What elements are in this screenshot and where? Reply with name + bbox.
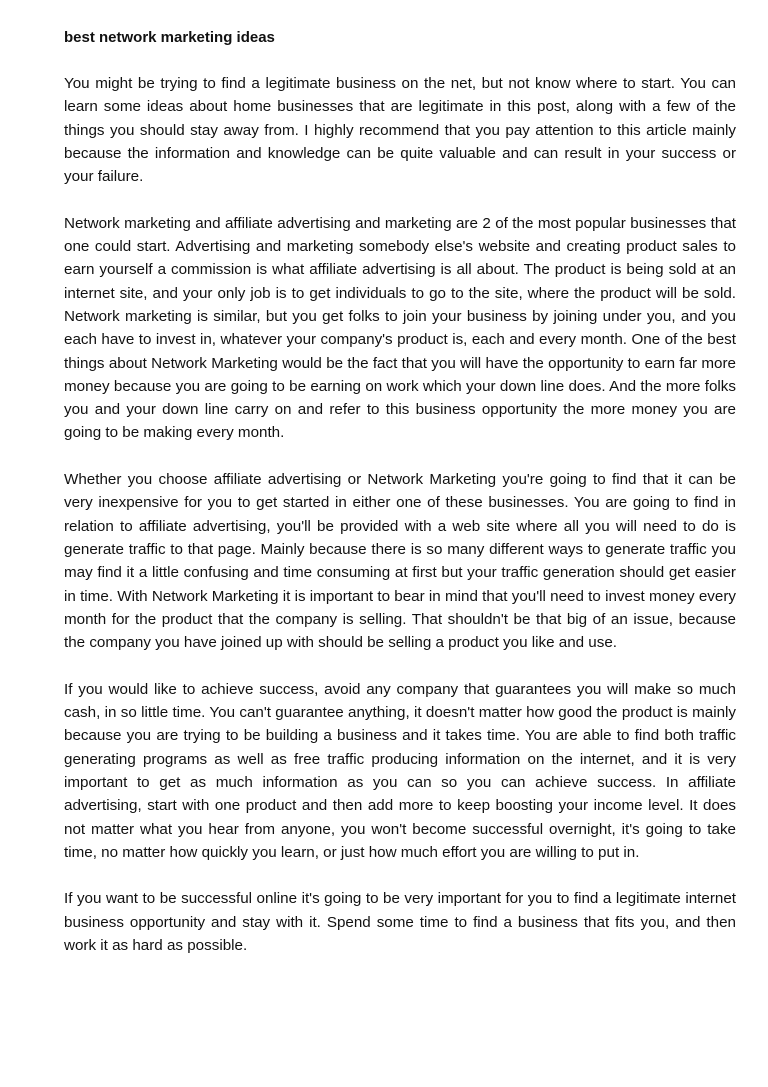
paragraph-3: Whether you choose affiliate advertising or Network Marketing you're going to find that it can be very inexpensive for you to get started in either one of these businesses. You are going to find in relation to affiliate advertising, you'll be provided with a web site where all you will need to do is generate traffic to that page. Mainly because there is so many different ways to generate traffic you may find it a little confusing and time consuming at first but your traffic generation should get easier in time. With Network Marketing it is important to bear in mind that you'll need to invest money every month for the product that the company is selling. That shouldn't be that big of an issue, because the company you have joined up with should be selling a product you like and use. bbox=[64, 471, 736, 652]
document-title: best network marketing ideas bbox=[64, 29, 275, 46]
paragraph-2: Network marketing and affiliate advertising and marketing are 2 of the most popular businesses that one could start. Advertising and marketing somebody else's website and creating product sales to earn yourself a commission is what affiliate advertising is all about. The product is being sold at an internet site, and your only job is to get individuals to go to the site, where the product will be sold. Network marketing is similar, but you get folks to join your business by joining under you, and you each have to invest in, whatever your company's product is, each and every month. One of the best things about Network Marketing would be the fact that you will have the opportunity to earn far more money because you are going to be earning on work which your down line does. And the more folks you and your down line carry on and refer to this business opportunity the more money you are going to be making every month. bbox=[64, 214, 736, 442]
paragraph-5: If you want to be successful online it's going to be very important for you to find a legitimate internet business opportunity and stay with it. Spend some time to find a business that fits you, and then work it as hard as possible. bbox=[64, 890, 736, 954]
paragraph-4: If you would like to achieve success, avoid any company that guarantees you will make so much cash, in so little time. You can't guarantee anything, it doesn't matter how good the product is mainly because you are trying to be building a business and it takes time. You are able to find both traffic generating programs as well as free traffic producing information on the internet, and it is very important to get as much information as you can so you can achieve success. In affiliate advertising, start with one product and then add more to keep boosting your income level. It does not matter what you hear from anyone, you won't become successful overnight, it's going to take time, no matter how quickly you learn, or just how much effort you are willing to put in. bbox=[64, 680, 736, 861]
paragraph-1: You might be trying to find a legitimate business on the net, but not know where to start. You can learn some ideas about home businesses that are legitimate in this post, along with a few of the things you should stay away from. I highly recommend that you pay attention to this article mainly because the information and knowledge can be quite valuable and can result in your success or your failure. bbox=[64, 75, 736, 186]
document-page bbox=[64, 26, 736, 981]
